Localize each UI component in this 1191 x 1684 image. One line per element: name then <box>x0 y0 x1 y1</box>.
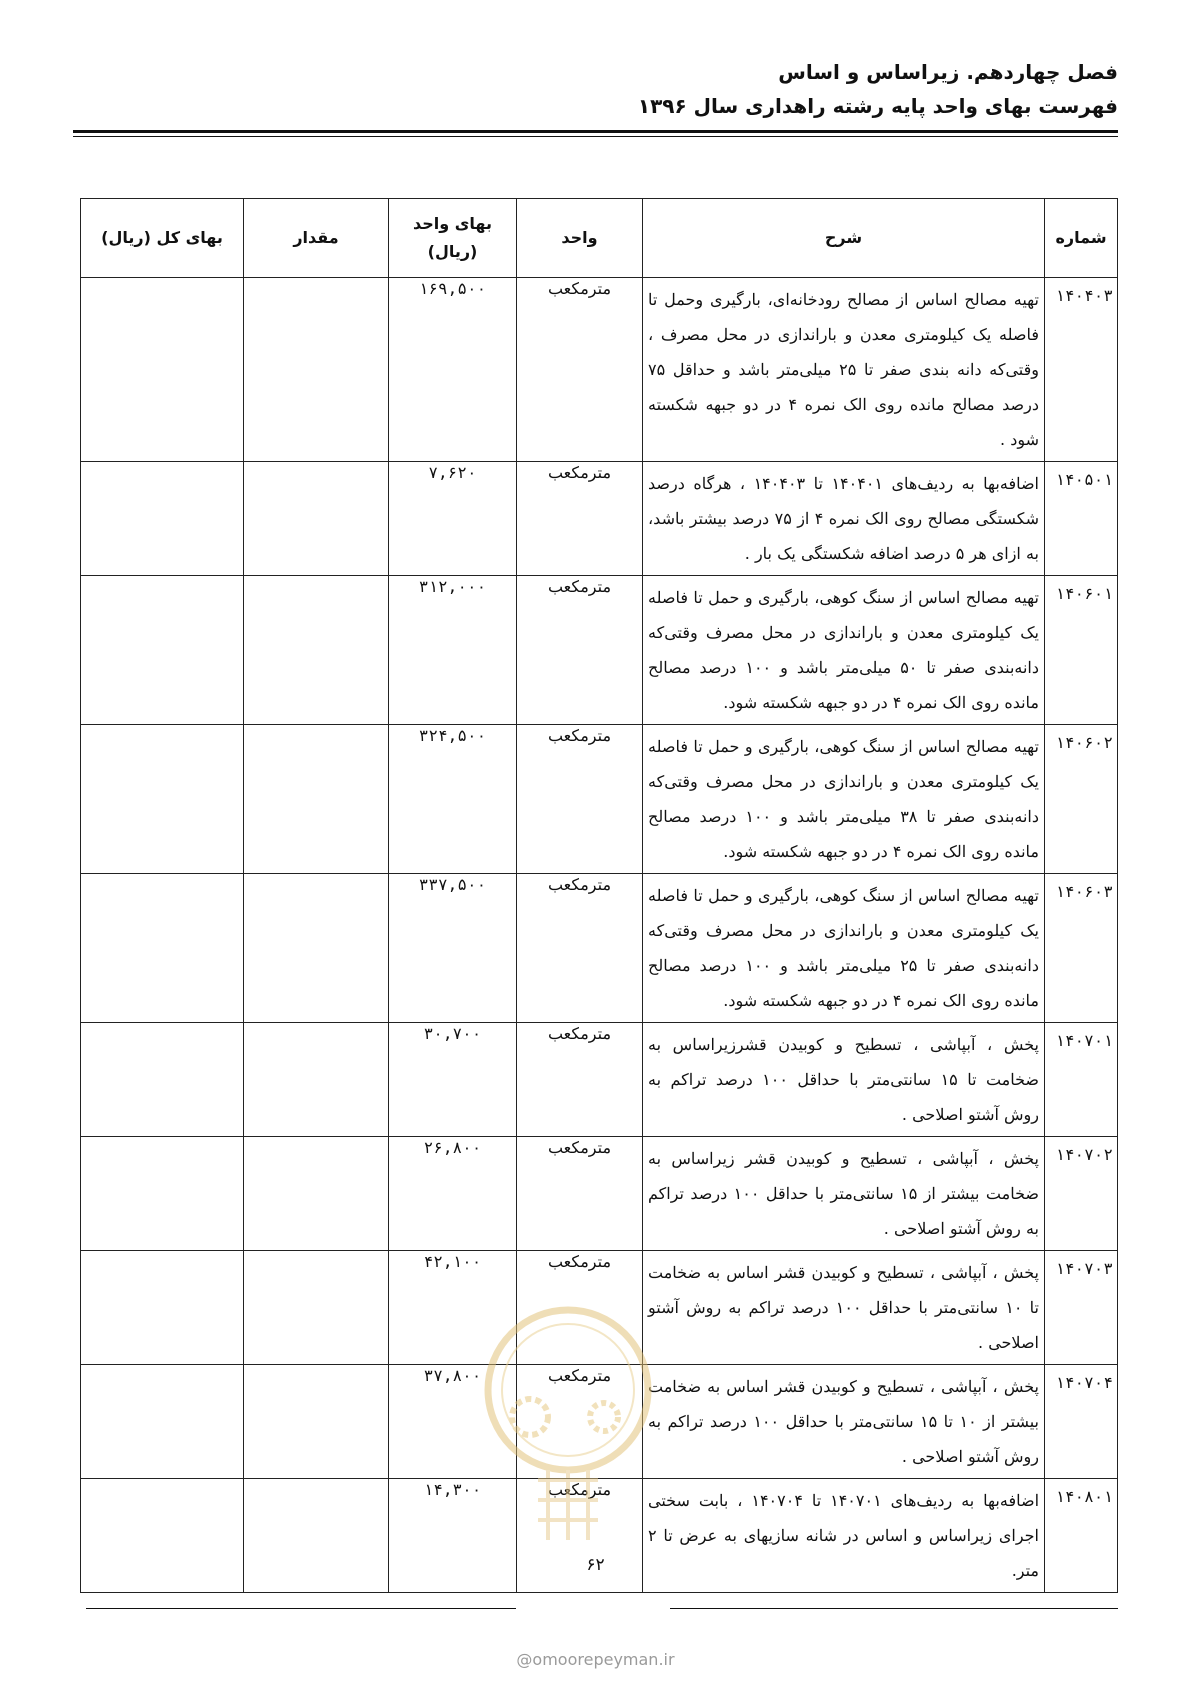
row-code: ۱۴۰۶۰۱ <box>1045 576 1118 725</box>
row-description: پخش ، آبپاشی ، تسطیح و کوبیدن قشرزیراساس به ضخامت تا ۱۵ سانتی‌متر با حداقل ۱۰۰ درصد تراکم به روش آشتو اصلاحی . <box>643 1023 1045 1137</box>
row-quantity <box>244 576 389 725</box>
gear-icon <box>590 1403 618 1431</box>
row-quantity <box>244 1023 389 1137</box>
row-quantity <box>244 1365 389 1479</box>
row-unit: مترمکعب <box>517 576 643 725</box>
col-header-description: شرح <box>643 199 1045 278</box>
col-header-quantity: مقدار <box>244 199 389 278</box>
row-quantity <box>244 874 389 1023</box>
row-unit-price: ۱۶۹,۵۰۰ <box>389 278 517 462</box>
row-unit-price: ۳۱۲,۰۰۰ <box>389 576 517 725</box>
page-number: ۶۲ <box>586 1555 605 1575</box>
row-code: ۱۴۰۷۰۱ <box>1045 1023 1118 1137</box>
watermark-seal <box>468 1305 668 1575</box>
row-unit: مترمکعب <box>517 1251 643 1365</box>
building-grid-icon <box>538 1470 598 1540</box>
row-code: ۱۴۰۴۰۳ <box>1045 278 1118 462</box>
row-description: اضافه‌بها به ردیف‌های ۱۴۰۴۰۱ تا ۱۴۰۴۰۳ ، هرگاه درصد شکستگی مصالح روی الک نمره ۴ از ۷۵ درصد بیشتر باشد، به ازای هر ۵ درصد اضافه شکستگی یک بار . <box>643 462 1045 576</box>
unit-price-header-line1: بهای واحد <box>412 214 492 233</box>
row-unit: مترمکعب <box>517 1137 643 1251</box>
row-unit-price: ۱۴,۳۰۰ <box>389 1479 517 1593</box>
unit-price-header-line2: (ریال) <box>427 242 478 261</box>
row-quantity <box>244 1479 389 1593</box>
row-total <box>81 576 244 725</box>
row-total <box>81 874 244 1023</box>
price-list-title: فهرست بهای واحد پایه رشته راهداری سال ۱۳۹۶ <box>637 94 1118 118</box>
page-header <box>73 55 1118 123</box>
row-description: پخش ، آبپاشی ، تسطیح و کوبیدن قشر زیراساس به ضخامت بیشتر از ۱۵ سانتی‌متر با حداقل ۱۰۰ درصد تراکم به روش آشتو اصلاحی . <box>643 1137 1045 1251</box>
row-unit: مترمکعب <box>517 1023 643 1137</box>
table-row <box>81 725 1118 874</box>
row-code: ۱۴۰۶۰۲ <box>1045 725 1118 874</box>
row-total <box>81 1137 244 1251</box>
row-total <box>81 462 244 576</box>
row-unit: مترمکعب <box>517 278 643 462</box>
row-unit-price: ۲۶,۸۰۰ <box>389 1137 517 1251</box>
row-description: اضافه‌بها به ردیف‌های ۱۴۰۷۰۱ تا ۱۴۰۷۰۴ ، بابت سختی اجرای زیراساس و اساس در شانه سازیهای به عرض تا ۲ متر. <box>643 1479 1045 1593</box>
row-unit: مترمکعب <box>517 1479 643 1593</box>
header-rule-thick <box>73 130 1118 133</box>
row-unit-price: ۴۲,۱۰۰ <box>389 1251 517 1365</box>
row-code: ۱۴۰۶۰۳ <box>1045 874 1118 1023</box>
gear-icon <box>512 1399 548 1435</box>
row-code: ۱۴۰۷۰۳ <box>1045 1251 1118 1365</box>
table-row <box>81 576 1118 725</box>
footer-rule <box>86 1608 516 1609</box>
table-row <box>81 1023 1118 1137</box>
row-code: ۱۴۰۷۰۴ <box>1045 1365 1118 1479</box>
seal-outer-ring <box>488 1310 648 1470</box>
row-total <box>81 1365 244 1479</box>
row-unit-price: ۳۷,۸۰۰ <box>389 1365 517 1479</box>
row-quantity <box>244 1137 389 1251</box>
table-row <box>81 1137 1118 1251</box>
col-header-unit: واحد <box>517 199 643 278</box>
row-description: تهیه مصالح اساس از سنگ کوهی، بارگیری و حمل تا فاصله یک کیلومتری معدن و باراندازی در محل مصرف وقتی‌که دانه‌بندی صفر تا ۳۸ میلی‌متر باشد و ۱۰۰ درصد مصالح مانده روی الک نمره ۴ در دو جبهه شکسته شود. <box>643 725 1045 874</box>
row-total <box>81 1251 244 1365</box>
row-description: تهیه مصالح اساس از مصالح رودخانه‌ای، بارگیری وحمل تا فاصله یک کیلومتری معدن و باراندازی در محل مصرف ، وقتی‌که دانه بندی صفر تا ۲۵ میلی‌متر باشد و حداقل ۷۵ درصد مصالح مانده روی الک نمره ۴ در دو جبهه شکسته شود . <box>643 278 1045 462</box>
row-quantity <box>244 1251 389 1365</box>
table-row <box>81 874 1118 1023</box>
table-header-row <box>81 199 1118 278</box>
table-row <box>81 278 1118 462</box>
row-unit: مترمکعب <box>517 874 643 1023</box>
row-quantity <box>244 462 389 576</box>
row-unit-price: ۳۳۷,۵۰۰ <box>389 874 517 1023</box>
row-unit: مترمکعب <box>517 725 643 874</box>
row-code: ۱۴۰۸۰۱ <box>1045 1479 1118 1593</box>
row-code: ۱۴۰۷۰۲ <box>1045 1137 1118 1251</box>
row-total <box>81 278 244 462</box>
row-total <box>81 1479 244 1593</box>
chapter-title: فصل چهاردهم. زیراساس و اساس <box>778 60 1118 84</box>
row-total <box>81 1023 244 1137</box>
row-description: پخش ، آبپاشی ، تسطیح و کوبیدن قشر اساس به ضخامت تا ۱۰ سانتی‌متر با حداقل ۱۰۰ درصد تراکم به روش آشتو اصلاحی . <box>643 1251 1045 1365</box>
row-description: تهیه مصالح اساس از سنگ کوهی، بارگیری و حمل تا فاصله یک کیلومتری معدن و باراندازی در محل مصرف وقتی‌که دانه‌بندی صفر تا ۲۵ میلی‌متر باشد و ۱۰۰ درصد مصالح مانده روی الک نمره ۴ در دو جبهه شکسته شود. <box>643 874 1045 1023</box>
row-code: ۱۴۰۵۰۱ <box>1045 462 1118 576</box>
row-unit-price: ۳۲۴,۵۰۰ <box>389 725 517 874</box>
footer-rule <box>670 1608 1118 1609</box>
row-total <box>81 725 244 874</box>
row-unit: مترمکعب <box>517 462 643 576</box>
col-header-number: شماره <box>1045 199 1118 278</box>
col-header-unit-price <box>389 199 517 278</box>
row-unit-price: ۳۰,۷۰۰ <box>389 1023 517 1137</box>
row-quantity <box>244 725 389 874</box>
row-unit-price: ۷,۶۲۰ <box>389 462 517 576</box>
table-row <box>81 462 1118 576</box>
row-description: تهیه مصالح اساس از سنگ کوهی، بارگیری و حمل تا فاصله یک کیلومتری معدن و باراندازی در محل مصرف وقتی‌که دانه‌بندی صفر تا ۵۰ میلی‌متر باشد و ۱۰۰ درصد مصالح مانده روی الک نمره ۴ در دو جبهه شکسته شود. <box>643 576 1045 725</box>
row-description: پخش ، آبپاشی ، تسطیح و کوبیدن قشر اساس به ضخامت بیشتر از ۱۰ تا ۱۵ سانتی‌متر با حداقل ۱۰۰ درصد تراکم به روش آشتو اصلاحی . <box>643 1365 1045 1479</box>
row-quantity <box>244 278 389 462</box>
col-header-total-price: بهای کل (ریال) <box>81 199 244 278</box>
watermark-handle: @omoorepeyman.ir <box>516 1650 675 1669</box>
row-unit: مترمکعب <box>517 1365 643 1479</box>
header-rule-thin <box>73 136 1118 137</box>
